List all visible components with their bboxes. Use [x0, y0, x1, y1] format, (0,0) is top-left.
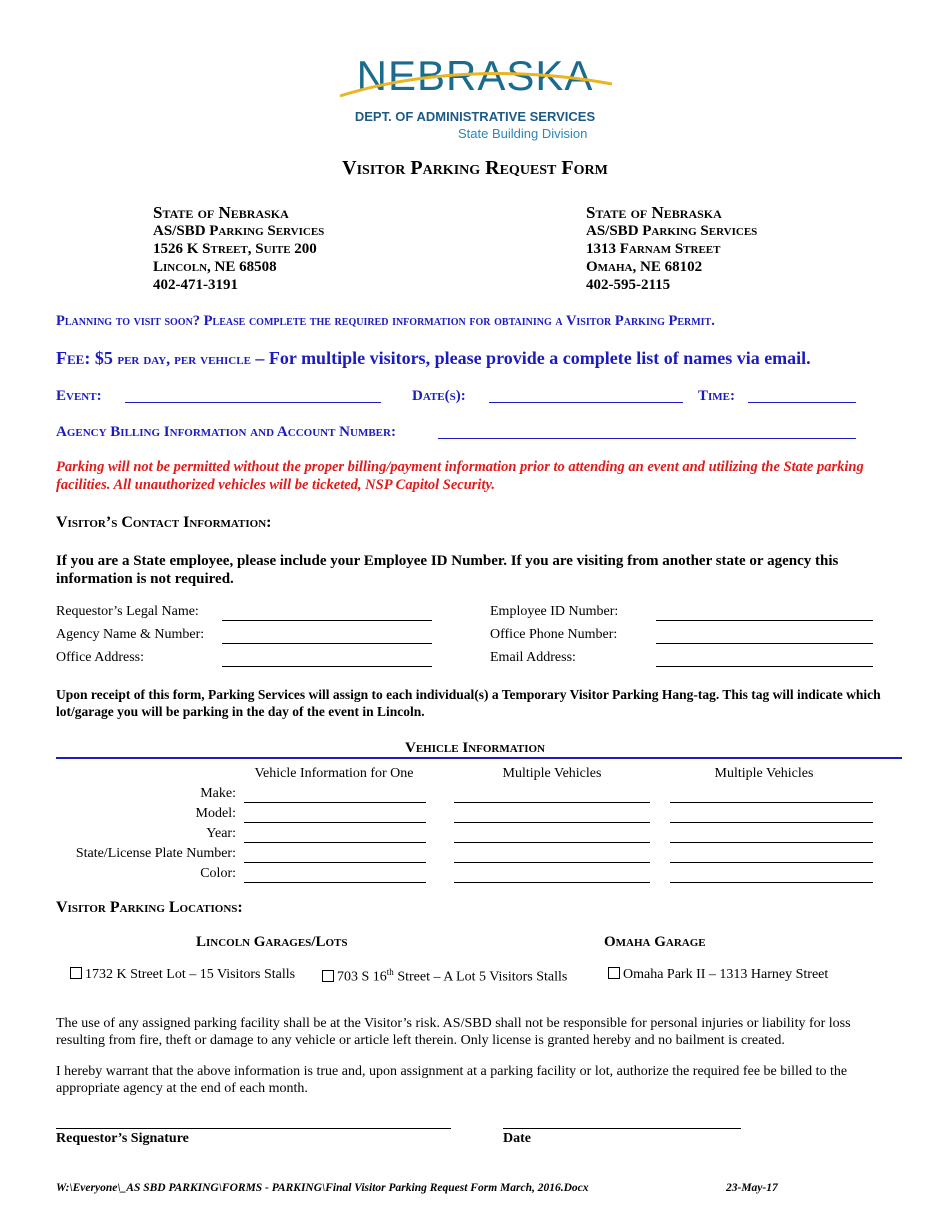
- locations-heading: Visitor Parking Locations:: [56, 899, 243, 916]
- option-omaha-park[interactable]: [608, 967, 828, 983]
- office-city: Lincoln, NE 68508: [153, 259, 277, 275]
- vehicle-col-one: Vehicle Information for One: [254, 766, 414, 781]
- logo-swoosh-icon: [336, 62, 616, 102]
- address-omaha: [586, 204, 757, 294]
- checkbox-omaha-park[interactable]: [608, 967, 620, 979]
- office-phone-field[interactable]: [656, 643, 873, 644]
- model-field-2[interactable]: [454, 822, 650, 823]
- option-k-street-label: 1732 K Street Lot – 15 Visitors Stalls: [85, 967, 296, 982]
- logo-division: State Building Division: [458, 126, 588, 141]
- footer-date: 23-May-17: [726, 1182, 778, 1194]
- date-label: Date: [503, 1131, 531, 1146]
- form-title: Visitor Parking Request Form: [342, 157, 608, 179]
- color-label: Color:: [200, 866, 236, 881]
- warning-text: Parking will not be permitted without the proper billing/payment information prior to attending an event and utilizing the State parking facilities. All unauthorized vehicles will be ticketed, NSP Capitol Security.: [56, 459, 864, 493]
- office-phone-label: Office Phone Number:: [490, 627, 618, 642]
- time-field[interactable]: [748, 402, 856, 403]
- billing-field[interactable]: [438, 438, 856, 439]
- risk-text: The use of any assigned parking facility shall be at the Visitor’s risk. AS/SBD shall not be responsible for personal injuries or liability for loss resulting from fire, theft or damage to any vehicle or article left therein. Only license is granted hereby and no bailment is created.: [56, 1016, 851, 1048]
- make-field-1[interactable]: [244, 802, 426, 803]
- fee-label: Fee:: [56, 348, 91, 368]
- date-field[interactable]: [503, 1128, 741, 1129]
- year-field-1[interactable]: [244, 842, 426, 843]
- model-field-1[interactable]: [244, 822, 426, 823]
- employee-id-label: Employee ID Number:: [490, 604, 619, 619]
- logo-wordmark: NEBRASKA: [356, 52, 594, 99]
- fee-amount: $5: [94, 348, 113, 368]
- plate-field-2[interactable]: [454, 862, 650, 863]
- model-field-3[interactable]: [670, 822, 873, 823]
- office-city: Omaha, NE 68102: [586, 259, 703, 275]
- make-field-2[interactable]: [454, 802, 650, 803]
- signature-label: Requestor’s Signature: [56, 1131, 189, 1146]
- fee-dash: –: [255, 348, 265, 368]
- option-k-street[interactable]: [70, 967, 295, 983]
- fee-line: [56, 348, 811, 369]
- legal-name-label: Requestor’s Legal Name:: [56, 604, 199, 619]
- option-16th-label-pre: 703 S 16: [337, 969, 387, 985]
- event-label: Event:: [56, 388, 102, 404]
- omaha-heading: Omaha Garage: [604, 934, 706, 950]
- office-name: AS/SBD Parking Services: [586, 223, 758, 239]
- dates-field[interactable]: [489, 402, 683, 403]
- warrant-text: I hereby warrant that the above information is true and, upon assignment at a parking facility or lot, authorize the required fee be billed to the appropriate agency at the end of each month.: [56, 1064, 848, 1096]
- office-address-field[interactable]: [222, 666, 432, 667]
- address-lincoln: [153, 204, 324, 294]
- billing-label: Agency Billing Information and Account Number:: [56, 424, 396, 440]
- legal-name-field[interactable]: [222, 620, 432, 621]
- vehicle-heading: Vehicle Information: [404, 740, 545, 756]
- dates-label: Date(s):: [412, 388, 466, 404]
- option-omaha-park-label: Omaha Park II – 1313 Harney Street: [623, 967, 829, 982]
- employee-id-field[interactable]: [656, 620, 873, 621]
- office-street: 1313 Farnam Street: [586, 241, 721, 257]
- option-16th-label-sup: th: [386, 967, 394, 977]
- model-label: Model:: [195, 806, 236, 821]
- plate-field-3[interactable]: [670, 862, 873, 863]
- footer-path: W:\Everyone\_AS SBD PARKING\FORMS - PARKING\Final Visitor Parking Request Form March, 2016.Docx: [56, 1182, 589, 1194]
- office-name: AS/SBD Parking Services: [153, 223, 325, 239]
- option-16th-label-post: Street – A Lot 5 Visitors Stalls: [393, 969, 568, 985]
- event-field[interactable]: [125, 402, 381, 403]
- vehicle-col-multi-1: Multiple Vehicles: [502, 766, 602, 781]
- office-state: State of Nebraska: [153, 203, 289, 222]
- make-label: Make:: [200, 786, 236, 801]
- office-address-label: Office Address:: [56, 650, 144, 665]
- office-state: State of Nebraska: [586, 203, 722, 222]
- year-field-3[interactable]: [670, 842, 873, 843]
- color-field-3[interactable]: [670, 882, 873, 883]
- year-label: Year:: [206, 826, 236, 841]
- vehicle-divider: [56, 757, 902, 759]
- email-label: Email Address:: [490, 650, 576, 665]
- office-phone: 402-471-3191: [153, 277, 238, 293]
- plate-field-1[interactable]: [244, 862, 426, 863]
- option-16th-street[interactable]: [322, 967, 567, 986]
- year-field-2[interactable]: [454, 842, 650, 843]
- fee-note: For multiple visitors, please provide a complete list of names via email.: [268, 348, 811, 368]
- checkbox-k-street[interactable]: [70, 967, 82, 979]
- contact-heading: Visitor’s Contact Information:: [56, 514, 272, 531]
- checkbox-16th-street[interactable]: [322, 970, 334, 982]
- hangtag-note: Upon receipt of this form, Parking Services will assign to each individual(s) a Temporary Visitor Parking Hang-tag. This tag will indicate which lot/garage you will be parking in the day of the event in Lincoln.: [56, 687, 881, 719]
- office-street: 1526 K Street, Suite 200: [153, 241, 317, 257]
- office-phone: 402-595-2115: [586, 277, 671, 293]
- agency-field[interactable]: [222, 643, 432, 644]
- planning-note: Planning to visit soon? Please complete the required information for obtaining a Visitor Parking Permit.: [56, 313, 715, 329]
- make-field-3[interactable]: [670, 802, 873, 803]
- contact-note: If you are a State employee, please include your Employee ID Number. If you are visiting from another state or agency this information is not required.: [56, 553, 839, 587]
- color-field-2[interactable]: [454, 882, 650, 883]
- agency-label: Agency Name & Number:: [56, 627, 205, 642]
- plate-label: State/License Plate Number:: [75, 846, 236, 861]
- lincoln-heading: Lincoln Garages/Lots: [196, 934, 348, 950]
- email-field[interactable]: [656, 666, 873, 667]
- logo-dept: DEPT. OF ADMINISTRATIVE SERVICES: [354, 109, 596, 124]
- time-label: Time:: [698, 388, 735, 404]
- color-field-1[interactable]: [244, 882, 426, 883]
- signature-field[interactable]: [56, 1128, 451, 1129]
- vehicle-col-multi-2: Multiple Vehicles: [714, 766, 814, 781]
- fee-per: per day, per vehicle: [117, 351, 251, 368]
